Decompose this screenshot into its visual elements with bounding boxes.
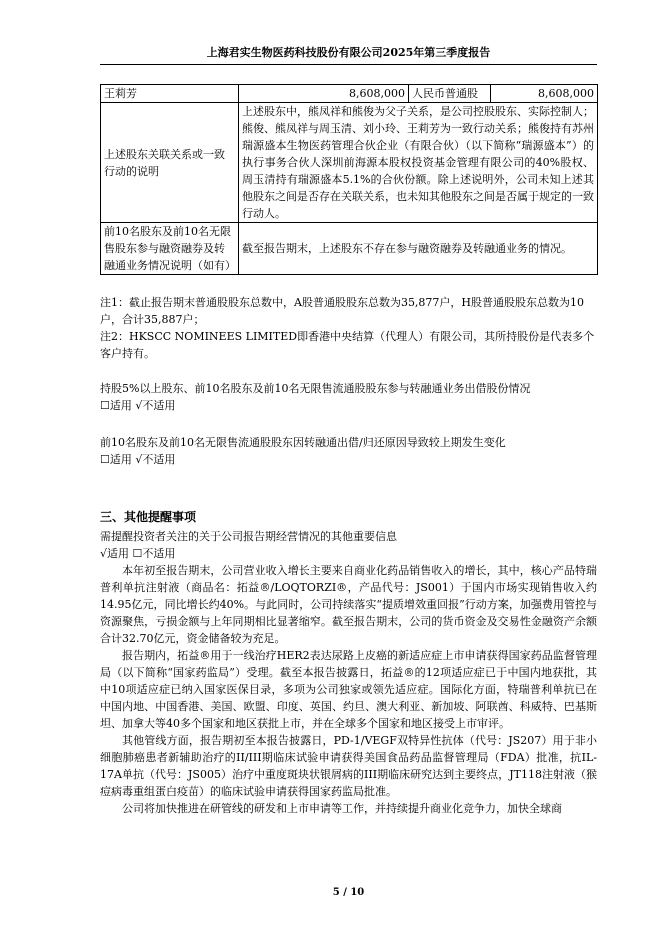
lending-title: 持股5%以上股东、前10名股东及前10名无限售流通股股东参与转融通业务出借股份情况 bbox=[100, 382, 531, 395]
page-header-title: 上海君实生物医药科技股份有限公司2025年第三季度报告 bbox=[206, 46, 491, 59]
paragraph: 公司将加快推进在研管线的研发和上市申请等工作，并持续提升商业化竞争力，加快全球商 bbox=[122, 802, 562, 815]
relation-text: 上述股东中，熊凤祥和熊俊为父子关系，是公司控股股东、实际控制人；熊俊、熊凤祥与周玉清、刘小玲、王莉芳为一致行动关系；熊俊持有苏州瑞源盛本生物医药管理合伙企业（有限合伙）（以下简称“瑞源盛本”）的执行事务合伙人深圳前海源本股权投资基金管理有限公司的40%股权、周玉清持有瑞源盛本5.1%的合伙份额。除上述说明外，公司未知上述其他股东之间是否存在关联关系，也未知其他股东之间是否属于规定的一致行动人。 bbox=[239, 103, 598, 223]
paragraph: 报告期内，拓益®用于一线治疗HER2表达尿路上皮癌的新适应症上市申请获得国家药品监督管理局（以下简称“国家药监局”）受理。截至本报告披露日，拓益®的12项适应症已于中国内地获批，其中10项适应症已纳入国家医保目录，多项为公司独家或领先适应症。国际化方面，特瑞普利单抗已在中国内地、中国香港、美国、欧盟、印度、英国、约旦、澳大利亚、新加坡、阿联酋、科威特、巴基斯坦、加拿大等40多个国家和地区获批上市，并在全球多个国家和地区接受上市审评。 bbox=[100, 649, 597, 730]
report-page bbox=[100, 0, 597, 936]
table-row bbox=[101, 85, 598, 103]
lending-options: ☐适用 √不适用 bbox=[100, 399, 176, 412]
section-heading: 三、其他提醒事项 bbox=[100, 510, 197, 524]
share-type: 人民币普通股 bbox=[409, 85, 491, 103]
share-type-count: 8,608,000 bbox=[491, 85, 598, 103]
lending-section bbox=[100, 380, 597, 414]
paragraph: 其他管线方面，报告期初至本报告披露日，PD-1/VEGF双特异性抗体（代号：JS207）用于非小细胞肺癌患者新辅助治疗的II/III期临床试验申请获得美国食品药品监督管理局（FDA）批准，抗IL-17A单抗（代号：JS005）治疗中重度斑块状银屑病的III期临床研究达到主要终点，JT118注射液（猴痘病毒重组蛋白疫苗）的临床试验申请获得国家药监局批准。 bbox=[100, 734, 597, 798]
shareholder-table bbox=[100, 84, 598, 275]
change-options: ☐适用 √不适用 bbox=[100, 453, 176, 466]
margin-trading-label: 前10名股东及前10名无限售股东参与融资融券及转融通业务情况说明（如有） bbox=[101, 223, 239, 275]
paragraph: 本年初至报告期末，公司营业收入增长主要来自商业化药品销售收入的增长，其中，核心产品特瑞普利单抗注射液（商品名：拓益®/LOQTORZI®，产品代号：JS001）于国内市场实现销售收入约14.95亿元，同比增长约40%。与此同时，公司持续落实“提质增效重回报”行动方案，加强费用管控与资源聚焦，亏损金额与上年同期相比显著缩窄。截至报告期末，公司的货币资金及交易性金融资产余额合计32.70亿元，资金储备较为充足。 bbox=[100, 564, 597, 645]
change-title: 前10名股东及前10名无限售流通股股东因转融通出借/归还原因导致较上期发生变化 bbox=[100, 436, 506, 449]
note-1: 注1：截止报告期末普通股股东总数中，A股普通股股东总数为35,877户，H股普通股股东总数为10户，合计35,887户； bbox=[100, 296, 585, 326]
relation-label: 上述股东关联关系或一致行动的说明 bbox=[101, 103, 239, 223]
holder-shares: 8,608,000 bbox=[239, 85, 409, 103]
section-options: √适用 ☐不适用 bbox=[100, 547, 176, 560]
table-row bbox=[101, 103, 598, 223]
section-intro: 需提醒投资者关注的关于公司报告期经营情况的其他重要信息 bbox=[100, 530, 397, 543]
margin-trading-text: 截至报告期末，上述股东不存在参与融资融券及转融通业务的情况。 bbox=[239, 223, 598, 275]
page-number: 5 / 10 bbox=[332, 887, 365, 898]
table-row bbox=[101, 223, 598, 275]
note-2: 注2：HKSCC NOMINEES LIMITED即香港中央结算（代理人）有限公司，其所持股份是代表多个客户持有。 bbox=[100, 330, 595, 360]
section-body bbox=[100, 528, 597, 817]
table-notes bbox=[100, 294, 597, 362]
holder-name: 王莉芳 bbox=[101, 85, 239, 103]
header-divider bbox=[100, 64, 597, 65]
change-section bbox=[100, 434, 597, 468]
